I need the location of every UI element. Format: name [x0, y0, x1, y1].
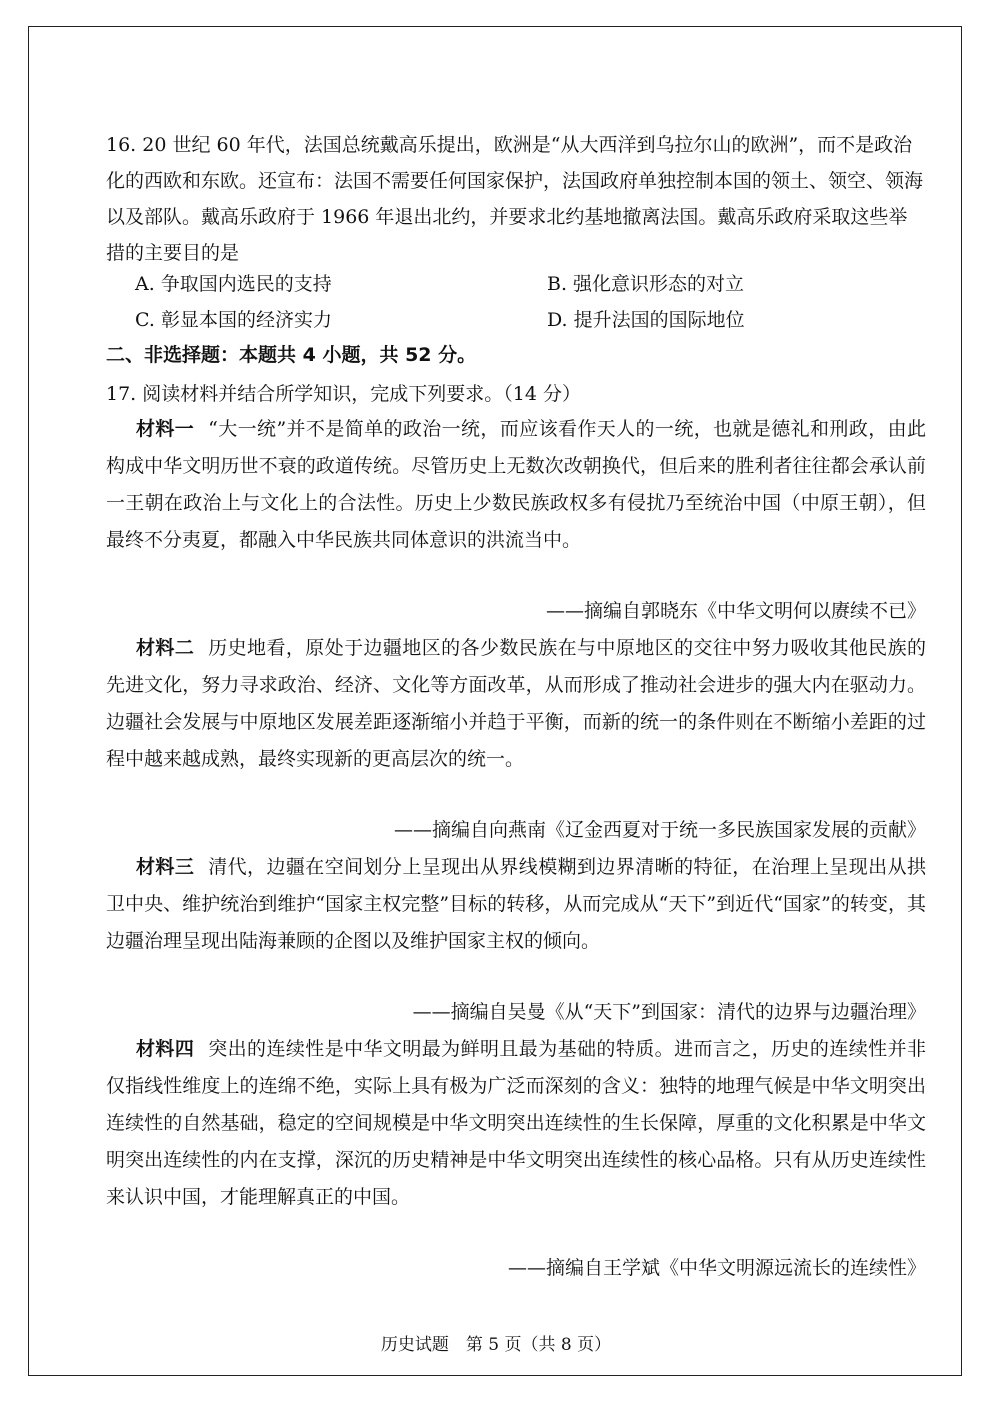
material-1-text: “大一统”并不是简单的政治一统，而应该看作天人的一统，也就是德礼和刑政，由此构成中华文明历世不衰的政道传统。尽管历史上无数次改朝换代，但后来的胜利者往往都会承认前一王朝在政治上与文化上的合法性。历史上少数民族政权多有侵扰乃至统治中国（中原王朝），但最终不分夷夏，都融入中华民族共同体意识的洪流当中。 [106, 418, 926, 551]
material-4-source: ——摘编自王学斌《中华文明源远流长的连续性》 [507, 1257, 926, 1279]
material-4-text: 突出的连续性是中华文明最为鲜明且最为基础的特质。进而言之，历史的连续性并非仅指线性维度上的连绵不绝，实际上具有极为广泛而深刻的含义：独特的地理气候是中华文明突出连续性的自然基础，稳定的空间规模是中华文明突出连续性的生长保障，厚重的文化积累是中华文明突出连续性的内在支撑，深沉的历史精神是中华文明突出连续性的核心品格。只有从历史连续性来认识中国，才能理解真正的中国。 [106, 1038, 926, 1208]
material-4-label: 材料四 [136, 1038, 195, 1060]
question-16-text: 16. 20 世纪 60 年代，法国总统戴高乐提出，欧洲是“从大西洋到乌拉尔山的欧洲”，而不是政治化的西欧和东欧。还宣布：法国不需要任何国家保护，法国政府单独控制本国的领土、领空、领海以及部队。戴高乐政府于 1966 年退出北约，并要求北约基地撤离法国。戴高乐政府采取这些举措的主要目的是 [106, 134, 924, 264]
option-b: B. 强化意识形态的对立 [547, 273, 745, 295]
question-17-stem: 17. 阅读材料并结合所学知识，完成下列要求。（14 分） [106, 383, 581, 405]
material-3-label: 材料三 [136, 856, 195, 878]
material-4 [106, 1031, 926, 1216]
material-3-source: ——摘编自吴曼《从“天下”到国家：清代的边界与边疆治理》 [412, 1001, 926, 1023]
option-d: D. 提升法国的国际地位 [547, 309, 745, 331]
section-heading: 二、非选择题：本题共 4 小题，共 52 分。 [106, 344, 477, 366]
option-c: C. 彰显本国的经济实力 [135, 309, 332, 331]
material-2-source: ——摘编自向燕南《辽金西夏对于统一多民族国家发展的贡献》 [393, 819, 926, 841]
material-3 [106, 849, 926, 960]
material-3-text: 清代，边疆在空间划分上呈现出从界线模糊到边界清晰的特征，在治理上呈现出从拱卫中央、维护统治到维护“国家主权完整”目标的转移，从而完成从“天下”到近代“国家”的转变，其边疆治理呈现出陆海兼顾的企图以及维护国家主权的倾向。 [106, 856, 926, 952]
material-2 [106, 630, 926, 778]
question-16-stem [106, 127, 926, 271]
material-1 [106, 411, 926, 559]
page-footer: 历史试题 第 5 页（共 8 页） [380, 1335, 612, 1355]
material-2-text: 历史地看，原处于边疆地区的各少数民族在与中原地区的交往中努力吸收其他民族的先进文化，努力寻求政治、经济、文化等方面改革，从而形成了推动社会进步的强大内在驱动力。边疆社会发展与中原地区发展差距逐渐缩小并趋于平衡，而新的统一的条件则在不断缩小差距的过程中越来越成熟，最终实现新的更高层次的统一。 [106, 637, 926, 770]
material-1-source: ——摘编自郭晓东《中华文明何以赓续不已》 [545, 600, 926, 622]
option-a: A. 争取国内选民的支持 [135, 273, 332, 295]
material-1-label: 材料一 [136, 418, 195, 440]
material-2-label: 材料二 [136, 637, 195, 659]
